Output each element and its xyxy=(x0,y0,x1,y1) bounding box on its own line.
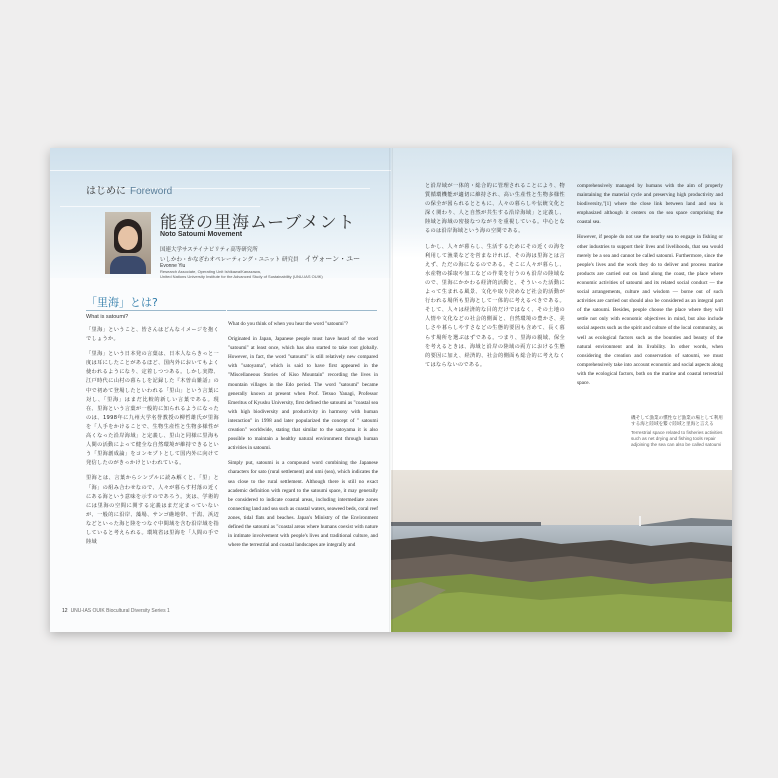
author-portrait xyxy=(105,212,151,274)
body-column-en-right xyxy=(577,182,723,408)
portrait-body xyxy=(110,256,146,274)
page-footer xyxy=(62,608,170,614)
caption-jp: 磯そして漁業の慣性など漁業の場として利用する海と陸域を繋ぐ陸域と里海と言える xyxy=(631,416,723,427)
section-rule xyxy=(86,310,226,311)
author-affiliation-en xyxy=(160,269,380,279)
magazine-spread xyxy=(50,148,732,632)
author-affiliation-en-line1: Research Associate, Operating Unit Ishikawa/Kanazawa, xyxy=(160,269,261,274)
author-name-en: Evonne Yiu xyxy=(160,263,186,269)
paragraph: と沿岸域が一体的・総合的に管理されることにより、物質循環機能が適切に維持され、高い生産性と生物多様性の保全が図られるとともに、人々の暮らしや伝統文化と深く関わり、人と自然が共生する沿岸海域」と定義し、陸域と海域の密接なつながりを重視している。中心となるのは沿岸海域という海の空間である。 xyxy=(425,183,565,235)
paragraph: What do you think of when you hear the word "satoumi"? xyxy=(228,321,349,327)
body-column-jp-right xyxy=(425,182,565,440)
paragraph: 里海とは、言葉からシンプルに読み解くと、「里」と「海」の組み合わせなので、人々が暮らす村落の近くにある海という意味を示すのであろう。実は、学術的には里海の空間に関する定義はまだ定まっていないが、一般的に沿岸、藻場、サンゴ礁地帯、干潟、浜辺などといった海と陸をつなぐ中間域を含む沿岸域を指していると考えられる。環境省は里海を「人間の手で陸域 xyxy=(86,475,219,546)
distant-shoreline xyxy=(391,522,541,526)
section-heading-jp: 「里海」とは? xyxy=(86,296,158,309)
article-title-en: Noto Satoumi Movement xyxy=(160,231,243,238)
paragraph: しかし、人々が暮らし、生活するためにその近くの海を利用して漁業などを営まなければ、その海は里海とは言えず、ただの海になるのである。そこに人々が暮らし、水産物の採取や加工などの作業を行うのも沿岸の陸域なので、里海にかかわる経済的活動と、そういった活動によって生まれる風景、文化や取り決めなど社会的活動が行われる場所も里海として一体的に考えるべきである。そして、人々は経済的な目的だけではなく、その土地の人情や文化などの社会的側面と、自然環境の豊かさ、美しさや暮らしやすさなどの生態的要因も含めて、長く暮らす場所を選ぶはずである。つまり、里海の親域、保全を考えるときは、海域と沿岸の陸域の両方における生態的要因に加え、経済的、社会的側面も総合的に考えなくてはならないのである。 xyxy=(425,243,565,368)
photo-caption xyxy=(631,416,727,448)
page-gutter xyxy=(389,148,393,632)
paragraph: However, if people do not use the nearby sea to engage in fishing or other industries to support their lives and livelihoods, that sea would merely be a sea and cannot be called satoumi. Furthermore, since the people's lives and the work they do to deliver and process marine products are carried out on land along the coast, the place where economic activities of satoumi and its related social conduct — the social arrangements, culture and wisdom — borne out of such activities are carried out should also be considered as an integral part of the satoumi. Besides, people choose the place where they will settle not only with economic objectives in mind, but also include social aspects such as the spirit and culture of the local community, as well as ecological factors such as the bounties and beauty of the natural environment and its livability. In other words, when considering the creation and conservation of satoumi, we must comprehensively take into account economic and social aspects along with the ecological factors, both on the marine and coastal terrestrial space. xyxy=(577,234,723,386)
paragraph: comprehensively managed by humans with the aim of properly maintaining the material cycle and preserving high productivity and biodiversity,"[1] where the close link between land and sea is emphasized although it centers on the sea space comprising the coastal sea. xyxy=(577,183,723,226)
author-affiliation-jp: 国連大学サステイナビリティ高等研究所 xyxy=(160,247,258,253)
portrait-face xyxy=(118,226,138,250)
publication-name: UNU-IAS OUIK Biocultural Diversity Series 1 xyxy=(70,608,170,614)
sky-streak xyxy=(50,170,391,171)
paragraph: 「里海」ということ、皆さんはどんなイメージを抱くでしょうか。 xyxy=(86,327,219,343)
left-page xyxy=(50,148,391,632)
kicker-jp: はじめに xyxy=(86,186,126,197)
paragraph: 「里海」という日本発の言葉は、日本人ならきっと一度は耳にしたことがあるほど、国内外においてもよく使われるようになり、定着しつつある。しかし実際、江戸時代に山村の暮らしを記録した『木曽山雑話』の中で初めて登場したといわれる「里山」という言葉に対し、「里海」はまだ比較的新しい言葉である。現在、里海という言葉が一般的に知られるようになったのは、1998年に九州大学名誉教授の柳哲雄氏が里海を「人手をかけることで、生物生産性と生物多様性が高くなった沿岸海域」と定義し、里山と同様に里海も人間の活動によって健全な自然環境が維持できるという「里海創成論」をコンセプトとして国内外に向けて発信したのがきっかけといわれている。 xyxy=(86,351,219,467)
author-line-jp xyxy=(160,254,360,264)
coastal-photo-illustration xyxy=(391,470,732,632)
section-kicker xyxy=(86,182,172,197)
caption-en: Terrestrial space related to fisheries activities such as net drying and fishing tools repair adjoining the sea can also be called satoumi xyxy=(631,430,723,447)
section-rule xyxy=(227,310,377,311)
body-column-jp-left xyxy=(86,326,219,606)
section-heading-en: What is satoumi? xyxy=(86,314,129,320)
body-column-en-left xyxy=(228,320,378,606)
page-number: 12 xyxy=(62,608,68,614)
paragraph: Originated in Japan, Japanese people must have heard of the word "satoumi" at least once, which has also started to take root globally. However, in fact, the word "satoumi" is still relatively new compared with "satoyama", which is said to have first appeared in the "Miscellaneous Stories of Kiso Mountain" recording the lives in mountain villages in the Edo period. The word "satoumi" became generally known at present when Prof. Tetsuo Yanagi, Professor Emeritus of Kyushu University, first defined the satoumi as "coastal sea with high biodiversity and productivity in harmony with human interaction" in 1998 and later popularized the concept of " satoumi creation" worldwide, stating that similar to the satoyama it is also possible to maintain a healthy natural environment through human activities in satoumi. xyxy=(228,336,378,452)
author-name-jp: イヴォーン・ユー xyxy=(304,255,361,263)
sky-streak xyxy=(60,206,260,207)
kicker-en: Foreword xyxy=(130,186,173,197)
paragraph: Simply put, satoumi is a compound word combining the Japanese characters for sato (rural settlement) and umi (sea), which indicates the sea close to the rural settlement. Although there is still no exact academic definition with regard to the satoumi space, it may generally be considered to indicate coastal areas, including intermediate zones connecting land and sea such as coastal waters, seaweed beds, coral reef zones, tidal flats and beaches. Japan's Ministry of the Environment defined the satoumi as "coastal areas where humans coexist with nature in intimate involvement with people's lives and traditional culture, and where the terrestrial and coastal landscapes are integrally and xyxy=(228,460,378,549)
coastal-photo xyxy=(391,470,732,632)
lighthouse xyxy=(639,516,641,526)
right-page xyxy=(391,148,732,632)
article-title-jp: 能登の里海ムーブメント xyxy=(160,213,356,233)
author-affiliation-en-line2: United Nations University Institute for the Advanced Study of Sustainability (UNU-IAS OUIK) xyxy=(160,274,323,279)
author-unit-jp: いしかわ・かなざわオペレーティング・ユニット 研究員 xyxy=(160,257,299,263)
